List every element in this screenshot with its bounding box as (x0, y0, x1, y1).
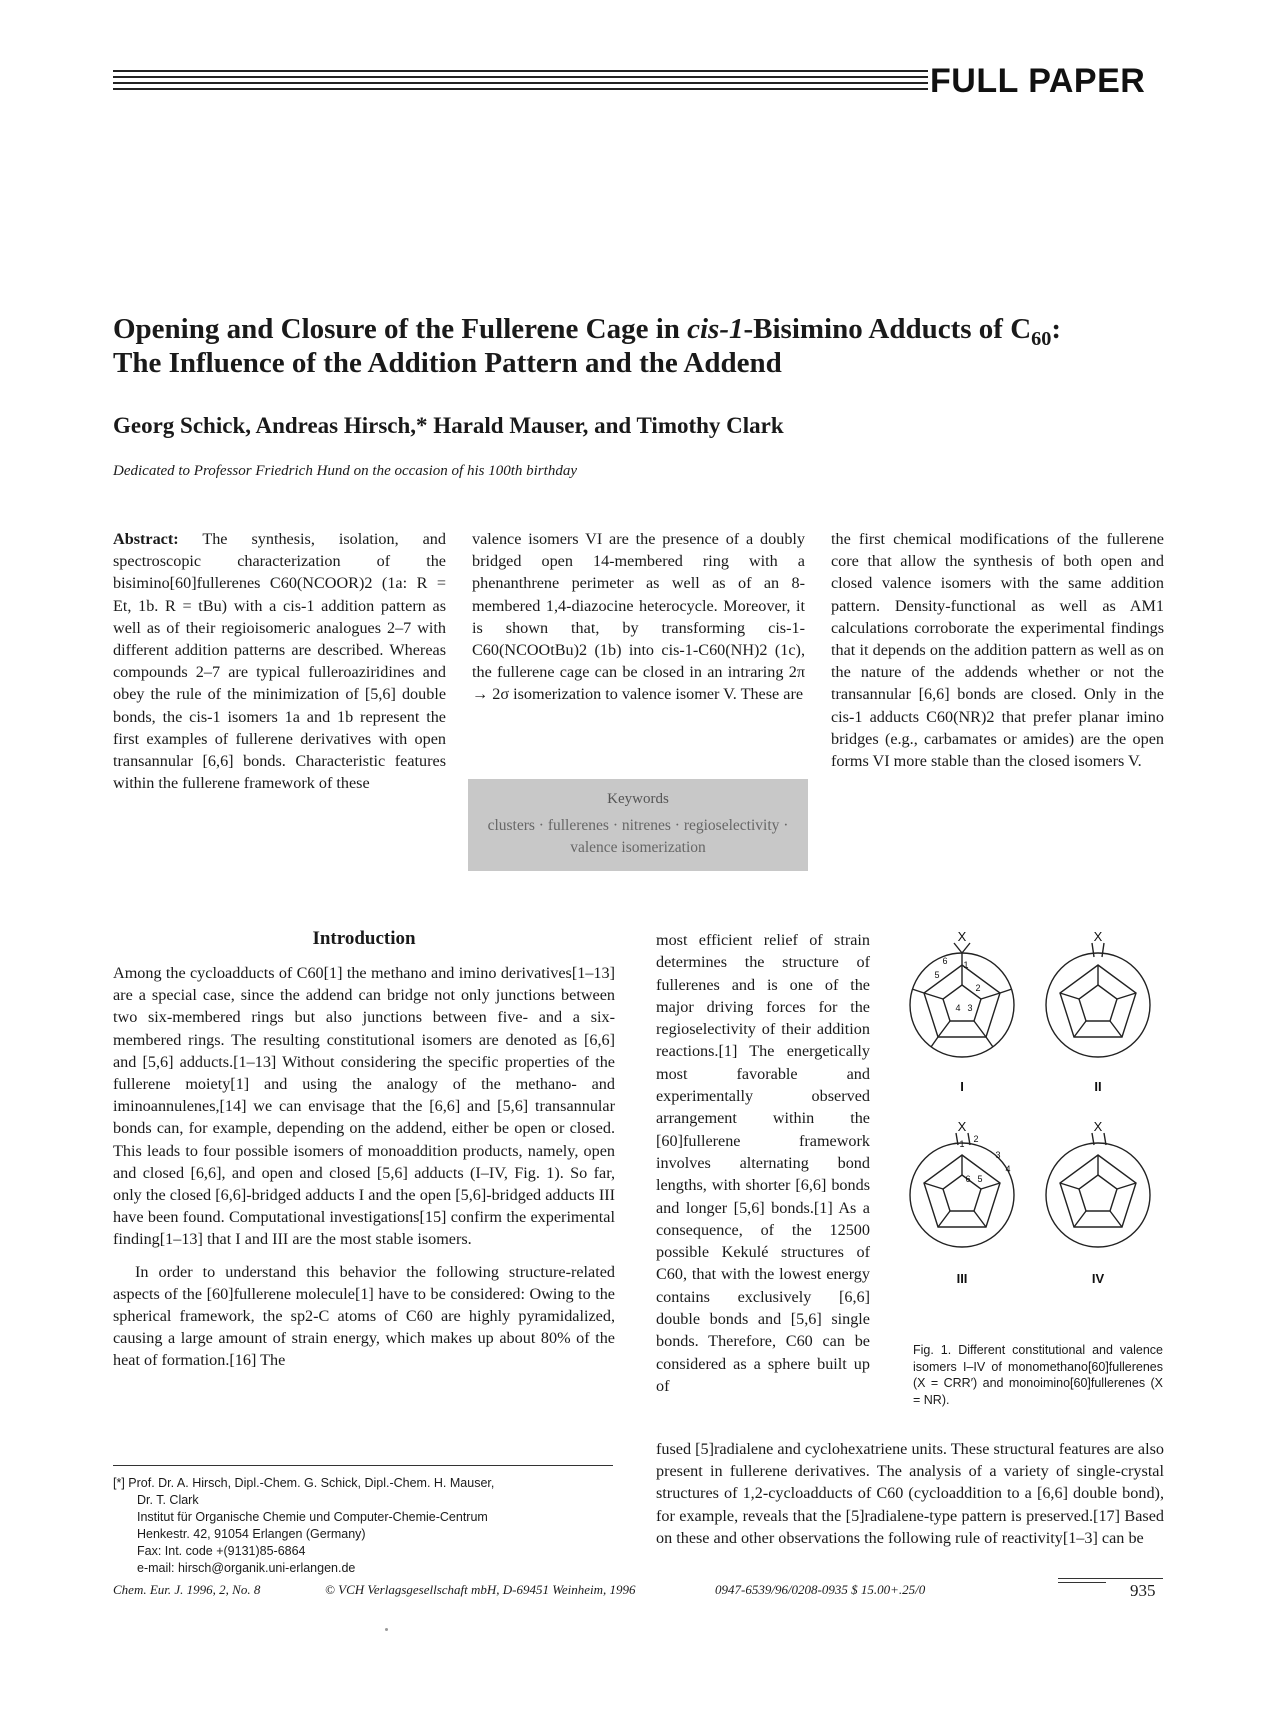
figure-1 (900, 925, 1170, 1355)
scan-speck (385, 1628, 388, 1631)
abstract-column-1 (113, 528, 446, 794)
page-rule (1058, 1578, 1163, 1579)
footnote (113, 1475, 613, 1577)
title-part: -Bisimino Adducts of C (743, 313, 1032, 345)
atom-number: 5 (934, 970, 940, 980)
fullerene-structure-iv (1046, 1133, 1150, 1247)
section-heading: Introduction (312, 928, 416, 949)
intro-paragraph-1: Among the cycloadducts of C60[1] the methano and imino derivatives[1–13] are a special case, since the addend can bridge not only junctions between two six-membered rings but also junctions between five- and a six-membered rings. The resulting constitutional isomers are denoted as [6,6] and [5,6] adducts.[1–13] Without considering the specific properties of the fullerene moiety[1] and using the analogy of the methano- and iminoannulenes,[14] we can envisage that the [6,6] and [5,6] transannular bonds can, for example, depending on the addend, either be open or closed. This leads to four possible isomers of monoaddition products, namely, open and closed [6,6], and open and closed [5,6] adducts (I–IV, Fig. 1). So far, only the closed [6,6]-bridged adducts I and the open [5,6]-bridged adducts III have been found. Computational investigations[15] confirm the experimental finding[1–13] that I and III are the most stable isomers. (113, 964, 615, 1249)
title-part: Opening and Closure of the Fullerene Cage in (113, 313, 688, 345)
fullerene-structures (900, 925, 1170, 1355)
dedication: Dedicated to Professor Friedrich Hund on the occasion of his 100th birthday (113, 463, 577, 479)
keywords-title: Keywords (607, 791, 669, 807)
footnote-line: Institut für Organische Chemie und Computer-Chemie-Centrum (137, 1510, 488, 1524)
narrow-column (656, 929, 870, 1397)
bridge-label-i: X (957, 929, 967, 944)
figure-caption: Fig. 1. Different constitutional and valence isomers I–IV of monomethano[60]fullerenes (X = CRR′) and monoimino[60]fullerenes (X = NR). (913, 1343, 1163, 1407)
atom-number: 6 (942, 956, 948, 966)
narrow-column-text: most efficient relief of strain determines the structure of fullerenes and is one of the major driving forces for the regioselectivity of their addition reactions.[1] The energetically most favorable and experimentally observed arrangement within the [60]fullerene framework involves alternating bond lengths, with shorter [6,6] bonds and longer [5,6] bonds.[1] As a consequence, of the 12500 possible Kekulé structures of C60, that with the lowest energy contains exclusively [6,6] double bonds and [5,6] single bonds. Therefore, C60 can be considered as a sphere built up of (656, 931, 870, 1395)
bridge-label-iv: X (1093, 1119, 1103, 1134)
atom-number: 2 (975, 983, 981, 993)
atom-number: 4 (955, 1003, 961, 1013)
structure-label-iii: III (956, 1271, 968, 1286)
abstract-column-2 (472, 528, 805, 706)
abstract-column-3 (831, 528, 1164, 772)
wide-column-text: fused [5]radialene and cyclohexatriene units. These structural features are also present in fullerene derivatives. The analysis of a variety of single-crystal structures of 1,2-cycloadducts of C60 (cycloaddition to a [6,6] double bond), for example, reveals that the [5]radialene-type pattern is preserved.[17] Based on these and other observations the following rule of reactivity[1–3] can be (656, 1440, 1164, 1547)
page-rule (1058, 1582, 1106, 1583)
fullerene-structure-ii (1046, 943, 1150, 1057)
structure-label-iv: IV (1091, 1271, 1105, 1286)
introduction-column (113, 962, 615, 1372)
atom-number: 3 (967, 1003, 973, 1013)
page-number: 935 (1130, 1581, 1156, 1600)
atom-number: 5 (977, 1174, 983, 1184)
section-label: FULL PAPER (930, 62, 1146, 100)
footnote-line: Dr. T. Clark (137, 1493, 199, 1507)
atom-number: 4 (1005, 1164, 1011, 1174)
footnote-line: Henkestr. 42, 91054 Erlangen (Germany) (137, 1527, 366, 1541)
footnote-line: [*] Prof. Dr. A. Hirsch, Dipl.-Chem. G. Schick, Dipl.-Chem. H. Mauser, (113, 1476, 495, 1490)
intro-paragraph-2: In order to understand this behavior the following structure-related aspects of the [60]fullerene molecule[1] have to be considered: Owing to the spherical framework, the sp2-C atoms of C60 are highly pyramidalized, causing a large amount of strain energy, which makes up about 80% of the heat of formation.[16] The (113, 1262, 615, 1370)
bridge-label-ii: X (1093, 929, 1103, 944)
fullerene-structure-i (910, 943, 1014, 1057)
footnote-line: Fax: Int. code +(9131)85-6864 (137, 1544, 306, 1558)
abstract-text-1: The synthesis, isolation, and spectroscopic characterization of the bisimino[60]fullerenes C60(NCOOR)2 (1a: R = Et, 1b. R = tBu) with a cis-1 addition pattern as well as of their regioisomeric analogues 2–7 with different addition patterns are described. Whereas compounds 2–7 are typical fulleroaziridines and obey the rule of the minimization of [5,6] double bonds, the cis-1 isomers 1a and 1b represent the first examples of fullerene derivatives with open transannular [6,6] bonds. Characteristic features within the fullerene framework of these (113, 530, 446, 793)
keywords-list: clusters · fullerenes · nitrenes · regioselectivity · valence isomerization (487, 817, 789, 856)
title-subscript: 60 (1031, 327, 1052, 350)
journal-citation: Chem. Eur. J. 1996, 2, No. 8 (113, 1582, 261, 1597)
footnote-rule (113, 1465, 613, 1466)
atom-number: 6 (965, 1174, 971, 1184)
structure-label-i: I (960, 1079, 964, 1094)
authors: Georg Schick, Andreas Hirsch,* Harald Mauser, and Timothy Clark (113, 413, 784, 438)
abstract-text-3: the first chemical modifications of the fullerene core that allow the synthesis of both open and closed valence isomers with the same addition pattern. Density-functional as well as AM1 calculations corroborate the experimental findings that it depends on the addition pattern as well as on the nature of the addends whether or not the transannular [6,6] bonds are closed. Only in the cis-1 adducts C60(NR)2 that prefer planar imino bridges (e.g., carbamates or amides) are the open forms VI more stable than the closed isomers V. (831, 530, 1164, 771)
atom-number: 3 (995, 1150, 1001, 1160)
keywords-box (468, 779, 808, 871)
atom-number: 1 (963, 960, 969, 970)
atom-number: 1 (959, 1139, 965, 1149)
title-line-2: The Influence of the Addition Pattern and the Addend (113, 347, 782, 379)
article-title (113, 312, 1163, 380)
publisher-notice: © VCH Verlagsgesellschaft mbH, D-69451 Weinheim, 1996 (325, 1582, 636, 1597)
title-part: : (1051, 313, 1062, 345)
abstract-text-2: valence isomers VI are the presence of a doubly bridged open 14-membered ring with a phenanthrene perimeter as well as of an 8-membered 1,4-diazocine heterocycle. Moreover, it is shown that, by transforming cis-1-C60(NCOOtBu)2 (1b) into cis-1-C60(NH)2 (1c), the fullerene cage can be closed in an intraring 2π → 2σ isomerization to valence isomer V. These are (472, 530, 805, 704)
bridge-label-iii: X (957, 1119, 967, 1134)
issn-code: 0947-6539/96/0208-0935 $ 15.00+.25/0 (715, 1582, 926, 1597)
footnote-line: e-mail: hirsch@organik.uni-erlangen.de (137, 1561, 356, 1575)
structure-label-ii: II (1094, 1079, 1102, 1094)
wide-column (656, 1438, 1164, 1549)
atom-number: 2 (973, 1134, 979, 1144)
abstract-label: Abstract: (113, 530, 179, 548)
header-rules (113, 70, 928, 94)
title-part-italic: cis-1 (687, 313, 744, 345)
